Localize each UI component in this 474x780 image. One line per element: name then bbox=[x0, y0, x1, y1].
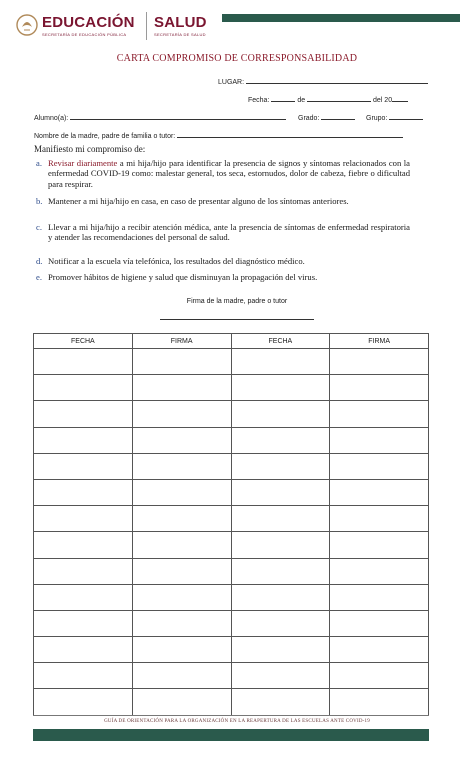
fecha-cell[interactable] bbox=[231, 506, 330, 532]
alumno-blank[interactable] bbox=[70, 112, 286, 120]
fecha-cell[interactable] bbox=[34, 610, 133, 636]
firma-cell[interactable] bbox=[132, 427, 231, 453]
fecha-cell[interactable] bbox=[231, 349, 330, 375]
firma-cell[interactable] bbox=[132, 637, 231, 663]
fecha-cell[interactable] bbox=[34, 689, 133, 715]
alumno-label: Alumno(a): bbox=[34, 115, 69, 122]
firma-cell[interactable] bbox=[132, 506, 231, 532]
item-letter: b. bbox=[36, 196, 43, 206]
commitment-item-d bbox=[36, 256, 410, 266]
fecha-label: Fecha: bbox=[248, 97, 270, 104]
fecha-cell[interactable] bbox=[231, 584, 330, 610]
tutor-blank[interactable] bbox=[177, 130, 403, 138]
firma-cell[interactable] bbox=[330, 401, 429, 427]
table-row bbox=[34, 479, 429, 505]
commitment-item-e bbox=[36, 272, 410, 282]
table-row bbox=[34, 663, 429, 689]
salud-logo-text: SALUD bbox=[154, 14, 207, 31]
footer-text: GUÍA DE ORIENTACIÓN PARA LA ORGANIZACIÓN EN LA REAPERTURA DE LAS ESCUELAS ANTE COVID-19 bbox=[104, 719, 370, 724]
fecha-cell[interactable] bbox=[34, 663, 133, 689]
header-accent-bar bbox=[222, 14, 460, 22]
table-row bbox=[34, 427, 429, 453]
firma-cell[interactable] bbox=[330, 532, 429, 558]
fecha-cell[interactable] bbox=[231, 479, 330, 505]
item-text: Mantener a mi hija/hijo en casa, en caso de presentar alguno de los síntomas anteriores. bbox=[48, 196, 349, 206]
fecha-cell[interactable] bbox=[34, 584, 133, 610]
table-header-row bbox=[34, 334, 429, 349]
signature-label: Firma de la madre, padre o tutor bbox=[186, 298, 288, 305]
column-header-fecha: FECHA bbox=[231, 334, 330, 349]
column-header-firma: FIRMA bbox=[132, 334, 231, 349]
table-row bbox=[34, 532, 429, 558]
grupo-field[interactable] bbox=[366, 112, 423, 122]
fecha-cell[interactable] bbox=[231, 453, 330, 479]
fecha-month-blank[interactable] bbox=[307, 94, 371, 102]
item-letter: c. bbox=[36, 222, 42, 232]
lugar-blank[interactable] bbox=[246, 76, 428, 84]
firma-cell[interactable] bbox=[132, 401, 231, 427]
firma-cell[interactable] bbox=[330, 453, 429, 479]
firma-cell[interactable] bbox=[132, 663, 231, 689]
fecha-cell[interactable] bbox=[231, 663, 330, 689]
fecha-de-label: de bbox=[297, 97, 306, 104]
fecha-cell[interactable] bbox=[34, 427, 133, 453]
fecha-cell[interactable] bbox=[34, 401, 133, 427]
lugar-label: LUGAR: bbox=[218, 79, 245, 86]
fecha-cell[interactable] bbox=[231, 558, 330, 584]
firma-cell[interactable] bbox=[132, 375, 231, 401]
column-header-firma: FIRMA bbox=[330, 334, 429, 349]
firma-cell[interactable] bbox=[330, 427, 429, 453]
grupo-label: Grupo: bbox=[366, 115, 388, 122]
commitment-item-c bbox=[36, 222, 410, 243]
table-row bbox=[34, 349, 429, 375]
table-row bbox=[34, 401, 429, 427]
fecha-cell[interactable] bbox=[231, 610, 330, 636]
firma-cell[interactable] bbox=[132, 453, 231, 479]
fecha-field[interactable] bbox=[248, 94, 408, 104]
fecha-cell[interactable] bbox=[231, 427, 330, 453]
firma-cell[interactable] bbox=[132, 479, 231, 505]
fecha-cell[interactable] bbox=[231, 401, 330, 427]
fecha-cell[interactable] bbox=[231, 532, 330, 558]
fecha-cell[interactable] bbox=[34, 506, 133, 532]
grado-blank[interactable] bbox=[321, 112, 355, 120]
fecha-cell[interactable] bbox=[231, 375, 330, 401]
sep-logo-subtext: SECRETARÍA DE EDUCACIÓN PÚBLICA bbox=[42, 32, 127, 37]
fecha-cell[interactable] bbox=[34, 532, 133, 558]
firma-cell[interactable] bbox=[132, 584, 231, 610]
firma-cell[interactable] bbox=[330, 663, 429, 689]
firma-cell[interactable] bbox=[132, 689, 231, 715]
page-header bbox=[14, 10, 460, 44]
table-row bbox=[34, 453, 429, 479]
item-text: Llevar a mi hija/hijo a recibir atención médica, ante la presencia de síntomas de enfermedad respiratoria y atender las recomendaciones del personal de salud. bbox=[48, 222, 410, 243]
commitment-intro: Manifiesto mi compromiso de: bbox=[34, 144, 146, 154]
fecha-cell[interactable] bbox=[34, 558, 133, 584]
table-row bbox=[34, 689, 429, 715]
firma-cell[interactable] bbox=[330, 375, 429, 401]
grado-field[interactable] bbox=[298, 112, 355, 122]
table-row bbox=[34, 506, 429, 532]
item-text: a mi hija/hijo para identificar la presencia de signos y síntomas relacionados con la enfermedad COVID-19 como: malestar general, tos seca, estornudos, dolor de cabeza, fiebre o dificultad para respirar. bbox=[48, 158, 410, 189]
sep-logo-text: EDUCACIÓN bbox=[42, 14, 135, 31]
signature-log-table bbox=[33, 333, 429, 716]
commitment-item-b bbox=[36, 196, 410, 206]
table-row bbox=[34, 558, 429, 584]
lugar-field[interactable] bbox=[218, 76, 428, 86]
footer-divider bbox=[33, 715, 429, 716]
item-letter: a. bbox=[36, 158, 42, 168]
firma-cell[interactable] bbox=[132, 558, 231, 584]
item-text: Notificar a la escuela vía telefónica, los resultados del diagnóstico médico. bbox=[48, 256, 305, 266]
fecha-del-label: del 20 bbox=[373, 97, 393, 104]
firma-cell[interactable] bbox=[330, 610, 429, 636]
firma-cell[interactable] bbox=[330, 689, 429, 715]
firma-cell[interactable] bbox=[132, 610, 231, 636]
footer-accent-bar bbox=[33, 729, 429, 741]
firma-cell[interactable] bbox=[330, 584, 429, 610]
item-highlight: Revisar diariamente bbox=[48, 158, 118, 168]
fecha-cell[interactable] bbox=[231, 689, 330, 715]
fecha-cell[interactable] bbox=[231, 637, 330, 663]
fecha-cell[interactable] bbox=[34, 479, 133, 505]
commitment-item-a bbox=[36, 158, 410, 189]
fecha-cell[interactable] bbox=[34, 637, 133, 663]
item-letter: d. bbox=[36, 256, 43, 266]
column-header-fecha: FECHA bbox=[34, 334, 133, 349]
tutor-label: Nombre de la madre, padre de familia o tutor: bbox=[34, 133, 176, 140]
table-body bbox=[34, 349, 429, 716]
salud-logo-subtext: SECRETARÍA DE SALUD bbox=[154, 32, 206, 37]
item-letter: e. bbox=[36, 272, 42, 282]
fecha-day-blank[interactable] bbox=[271, 94, 295, 102]
firma-cell[interactable] bbox=[330, 479, 429, 505]
firma-cell[interactable] bbox=[132, 349, 231, 375]
firma-cell[interactable] bbox=[330, 349, 429, 375]
firma-cell[interactable] bbox=[132, 532, 231, 558]
fecha-year-blank[interactable] bbox=[392, 94, 408, 102]
firma-cell[interactable] bbox=[330, 637, 429, 663]
firma-cell[interactable] bbox=[330, 558, 429, 584]
item-text: Promover hábitos de higiene y salud que disminuyan la propagación del virus. bbox=[48, 272, 318, 282]
table-row bbox=[34, 375, 429, 401]
grado-label: Grado: bbox=[298, 115, 320, 122]
document-title: CARTA COMPROMISO DE CORRESPONSABILIDAD bbox=[116, 53, 358, 64]
signature-line[interactable] bbox=[160, 319, 314, 320]
fecha-cell[interactable] bbox=[34, 453, 133, 479]
alumno-field[interactable] bbox=[34, 112, 286, 122]
fecha-cell[interactable] bbox=[34, 375, 133, 401]
grupo-blank[interactable] bbox=[389, 112, 423, 120]
table-row bbox=[34, 637, 429, 663]
table-row bbox=[34, 584, 429, 610]
firma-cell[interactable] bbox=[330, 506, 429, 532]
logo-divider bbox=[146, 12, 147, 40]
table-row bbox=[34, 610, 429, 636]
tutor-field[interactable] bbox=[34, 130, 403, 140]
fecha-cell[interactable] bbox=[34, 349, 133, 375]
eagle-emblem-icon bbox=[16, 12, 38, 38]
